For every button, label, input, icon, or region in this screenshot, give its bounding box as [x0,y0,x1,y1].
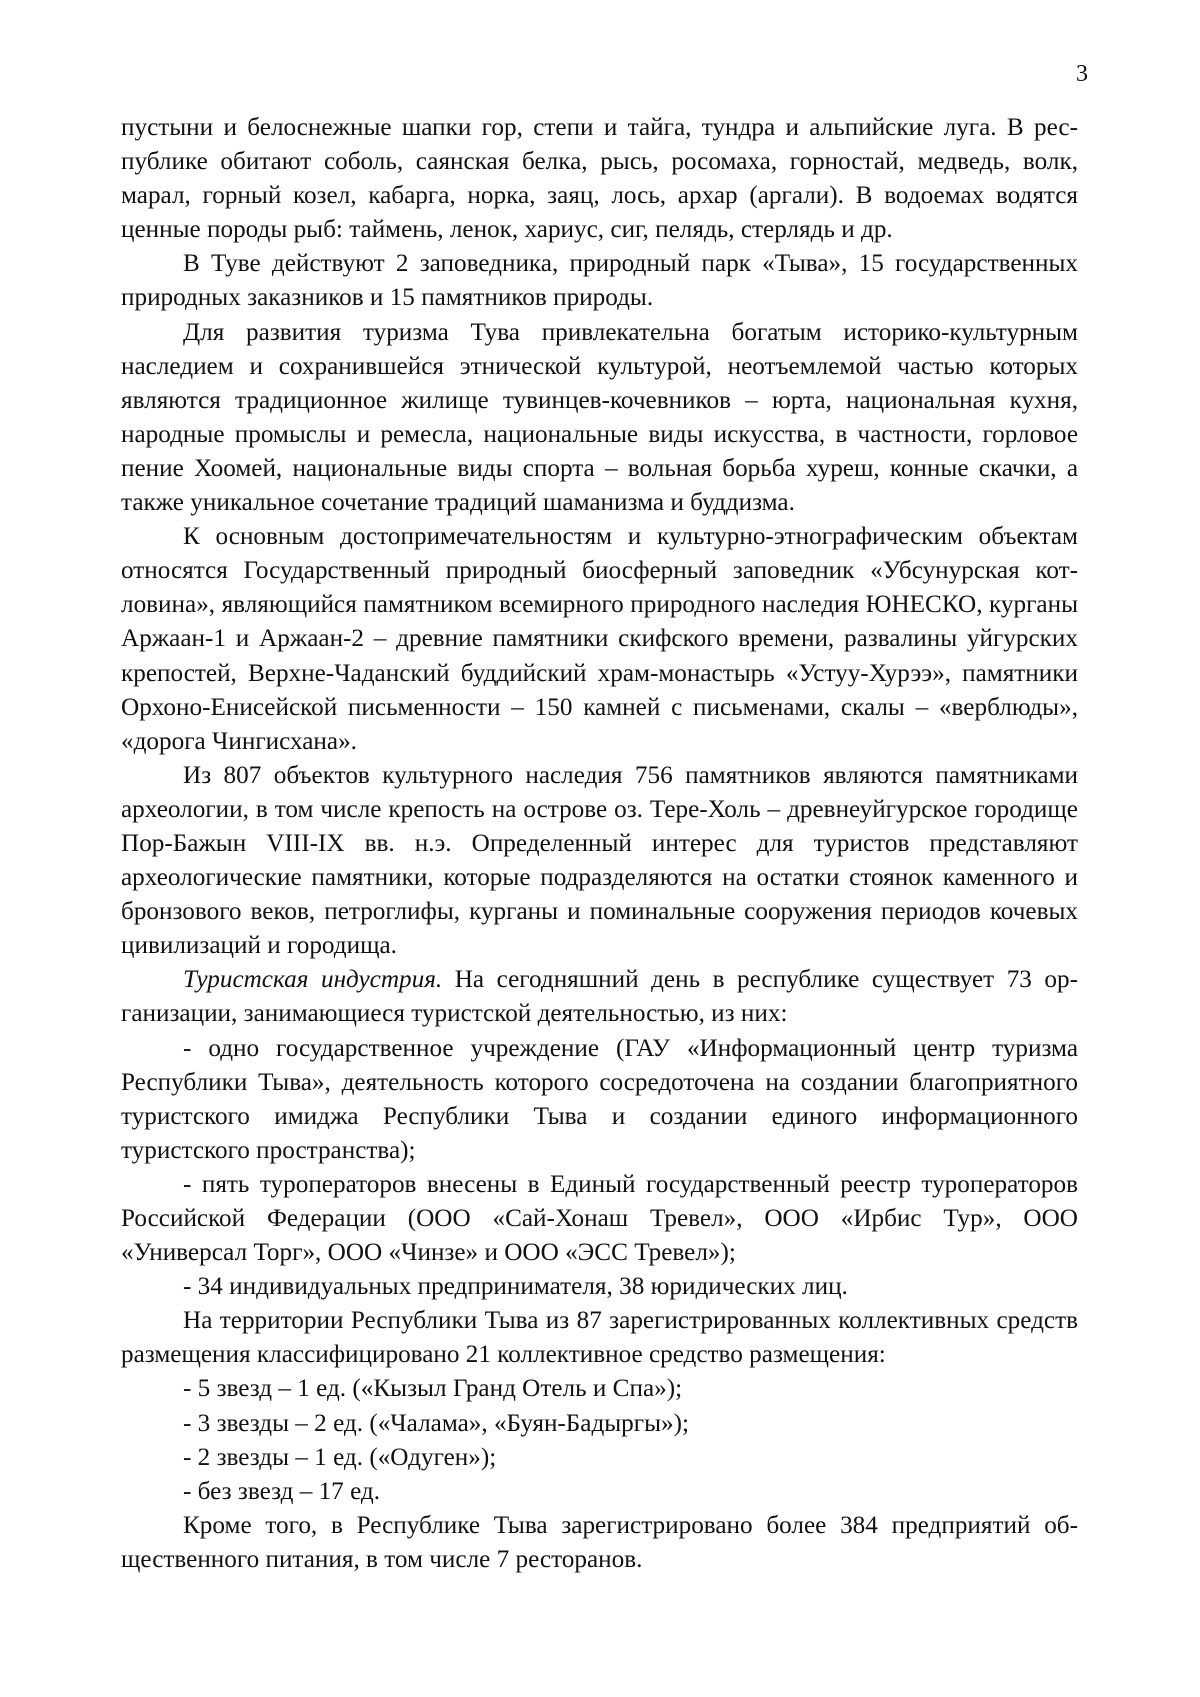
paragraph-cultural-heritage: Для развития туризма Тува привлекательна богатым историко-культурным наследием и сохранившейся этнической культурой, неотъемлемой частью которых являются традиционное жилище тувинцев-кочевников – юрта, национальная кухня, народные промыслы и ремесла, национальные виды искусства, в частности, горловое пение Хоомей, национальные виды спорта – вольная борьба хуреш, конные скачки, а также уникальное сочетание традиций шаманизма и буддизма. [121,318,1078,517]
section-lead-italic: Туристская индустрия. [183,966,443,994]
list-item-five-stars: - 5 звезд – 1 ед. («Кызыл Гранд Отель и Спа»); [183,1375,683,1403]
page-number: 3 [1076,61,1088,87]
paragraph-protected-areas: В Туве действуют 2 заповедника, природный парк «Тыва», 15 государственных природных заказников и 15 памятников природы. [121,250,1078,312]
paragraph-archaeology: Из 807 объектов культурного наследия 756 памятников являются памятниками археологии, в том числе крепость на острове оз. Тере-Холь – древнеуйгурское городище Пор-Бажын VIII-IX вв. н.э. Определенный интерес для туристов представляют археологические памятники, которые подразделяются на остатки стоянок каменного и бронзового веков, петроглифы, курганы и поминальные сооружения периодов кочевых цивилизаций и городища. [121,761,1078,960]
list-item-no-stars: - без звезд – 17 ед. [183,1477,381,1505]
paragraph-tourism-industry-text: На сегодняшний день в республике существует 73 организации, занимающиеся туристской деятельностью, из них: [121,966,1079,1028]
list-item-two-stars: - 2 звезды – 1 ед. («Одуген»); [183,1443,497,1471]
paragraph-landmarks: К основным достопримечательностям и культурно-этнографическим объектам относятся Государственный природный биосферный заповедник «Убсунурская котловина», являющийся памятником всемирного природного наследия ЮНЕСКО, курганы Аржаан-1 и Аржаан-2 – древние памятники скифского времени, развалины уйгурских крепостей, Верхне-Чаданский буддийский храм-монастырь «Устуу-Хурээ», памятники Орхоно-Енисейской письменности – 150 камней с письменами, скалы – «верблюды», «дорога Чингисхана». [121,523,1078,755]
document-body [121,111,1078,1577]
list-item-three-stars: - 3 звезды – 2 ед. («Чалама», «Буян-Бадыргы»); [183,1409,690,1437]
paragraph-catering: Кроме того, в Республике Тыва зарегистрировано более 384 предприятий общественного питания, в том числе 7 ресторанов. [121,1511,1078,1573]
paragraph-accommodation: На территории Республики Тыва из 87 зарегистрированных коллективных средств размещения классифицировано 21 коллективное средство размещения: [121,1307,1078,1369]
list-item-entrepreneurs: - 34 индивидуальных предпринимателя, 38 юридических лиц. [183,1273,848,1301]
list-item-state-institution: - одно государственное учреждение (ГАУ «Информационный центр туризма Республики Тыва», деятельность которого сосредоточена на создании благоприятного туристского имиджа Республики Тыва и создании единого информационного туристского пространства); [121,1034,1078,1164]
list-item-tour-operators: - пять туроператоров внесены в Единый государственный реестр туроператоров Российской Федерации (ООО «Сай-Хонаш Тревел», ООО «Ирбис Тур», ООО «Универсал Торг», ООО «Чинзе» и ООО «ЭСС Тревел»); [121,1170,1078,1267]
paragraph-tourism-industry [121,963,1078,1031]
paragraph-fauna: пустыни и белоснежные шапки гор, степи и тайга, тундра и альпийские луга. В республике обитают соболь, саянская белка, рысь, росомаха, горностай, медведь, волк, марал, горный козел, кабарга, норка, заяц, лось, архар (аргали). В водоемах водятся ценные породы рыб: таймень, ленок, хариус, сиг, пелядь, стерлядь и др. [121,114,1078,244]
